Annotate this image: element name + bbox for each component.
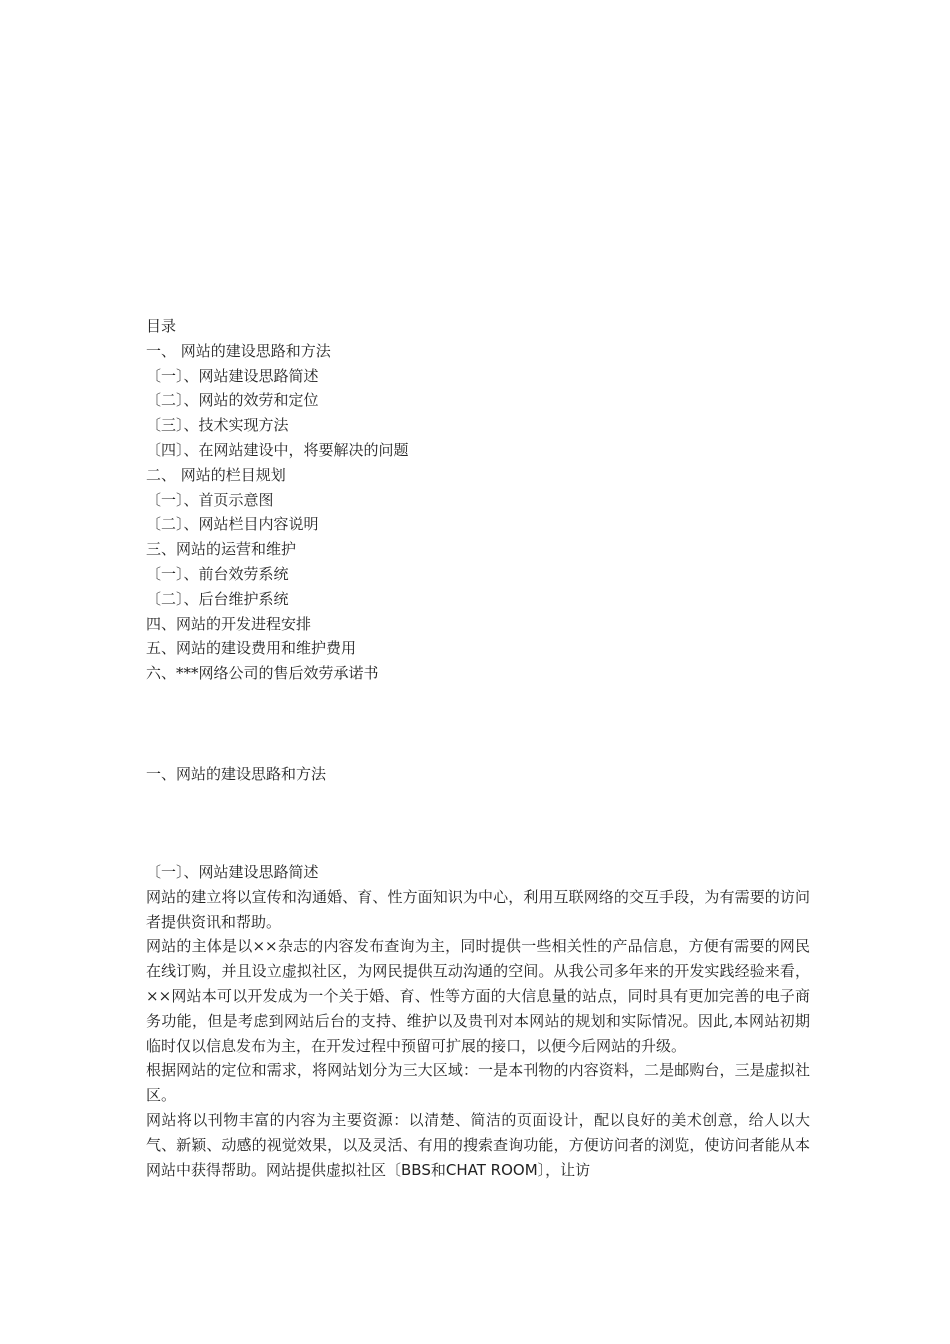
toc-item: 一、 网站的建设思路和方法	[146, 341, 331, 360]
toc-item: 〔三〕、技术实现方法	[146, 416, 289, 435]
toc-item: 〔四〕、在网站建设中，将要解决的问题	[146, 440, 409, 459]
toc-item: 〔一〕、首页示意图	[146, 490, 274, 509]
toc-item: 三、网站的运营和维护	[146, 540, 297, 559]
toc-item: 二、 网站的栏目规划	[146, 465, 286, 484]
toc-item: 六、***网络公司的售后效劳承诺书	[146, 664, 379, 683]
body-paragraph: 网站的主体是以××杂志的内容发布查询为主，同时提供一些相关性的产品信息，方便有需要的网民在线订购，并且设立虚拟社区，为网民提供互动沟通的空间。从我公司多年来的开发实践经验来看，××网站本可以开发成为一个关于婚、育、性等方面的大信息量的站点，同时具有更加完善的电子商务功能，但是考虑到网站后台的支持、维护以及贵刊对本网站的规划和实际情况。因此,本网站初期临时仅以信息发布为主，在开发过程中预留可扩展的接口，以便今后网站的升级。	[146, 937, 810, 1055]
toc-item: 〔二〕、网站栏目内容说明	[146, 515, 319, 534]
paragraph-text: 和	[430, 1160, 446, 1179]
toc-item: 四、网站的开发进程安排	[146, 614, 312, 633]
toc-item: 〔二〕、网站的效劳和定位	[146, 391, 319, 410]
chat-room-term: CHAT ROOM	[445, 1160, 538, 1179]
table-of-contents	[146, 314, 826, 686]
toc-item: 五、网站的建设费用和维护费用	[146, 639, 357, 658]
section-heading: 一、网站的建设思路和方法	[146, 765, 327, 783]
bbs-term: BBS	[401, 1160, 431, 1179]
toc-item: 〔一〕、前台效劳系统	[146, 564, 289, 583]
toc-title: 目录	[146, 317, 177, 335]
toc-item: 〔一〕、网站建设思路简述	[146, 366, 319, 385]
paragraph-text: 网站将以刊物丰富的内容为主要资源：以清楚、简洁的页面设计，配以良好的美术创意，给人以大气、新颖、动感的视觉效果，以及灵活、有用的搜索查询功能，方便访问者的浏览，使访问者能从本网站中获得帮助。网站提供虚拟社区〔	[146, 1110, 810, 1179]
subsection-heading: 〔一〕、网站建设思路简述	[146, 863, 319, 881]
body-paragraph	[146, 1108, 810, 1182]
body-paragraph: 网站的建立将以宣传和沟通婚、育、性方面知识为中心，利用互联网络的交互手段，为有需要的访问者提供资讯和帮助。	[146, 887, 810, 931]
body-paragraph: 根据网站的定位和需求，将网站划分为三大区域：一是本刊物的内容资料，二是邮购台，三是虚拟社区。	[146, 1061, 810, 1105]
paragraph-text: 〕，让访	[537, 1160, 591, 1179]
section-body	[146, 860, 810, 1182]
toc-item: 〔二〕、后台维护系统	[146, 589, 289, 608]
